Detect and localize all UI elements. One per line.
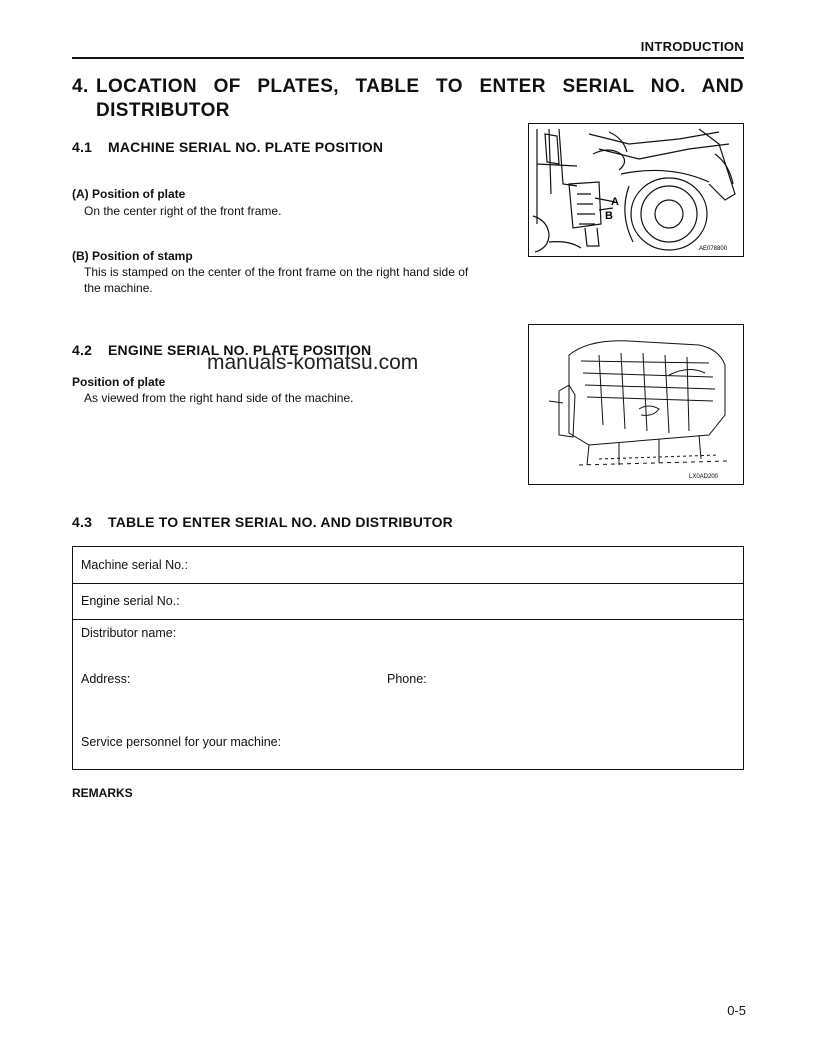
section-title-line-2: DISTRIBUTOR (96, 100, 230, 121)
wheel-loader-illustration (529, 124, 743, 256)
figure-code: AE078800 (699, 246, 728, 252)
distributor-name-label: Distributor name: (81, 626, 177, 640)
phone-label: Phone: (387, 672, 427, 686)
figure-code: LX0AD200 (689, 474, 719, 480)
engine-serial-label: Engine serial No.: (81, 594, 180, 608)
stamp-position-text-2: the machine. (84, 281, 153, 295)
subsection-number: 4.3 (72, 514, 93, 530)
callout-a: A (611, 196, 619, 208)
engine-plate-label: Position of plate (72, 375, 166, 389)
subsection-4-1-heading (72, 139, 383, 155)
machine-serial-row (73, 547, 743, 584)
serial-number-table (72, 546, 744, 770)
address-label: Address: (81, 672, 131, 686)
watermark-text: manuals-komatsu.com (207, 351, 419, 374)
subsection-number: 4.2 (72, 342, 93, 358)
section-title-line-1: LOCATION OF PLATES, TABLE TO ENTER SERIAL NO. AND (96, 76, 744, 97)
header-rule (72, 57, 744, 59)
service-personnel-label: Service personnel for your machine: (81, 735, 282, 749)
engine-serial-row (73, 583, 743, 620)
engine-illustration (529, 325, 743, 484)
stamp-position-text-1: This is stamped on the center of the front frame on the right hand side of (84, 265, 469, 279)
engine-plate-figure (528, 324, 744, 485)
callout-b: B (605, 210, 613, 222)
plate-position-label: (A) Position of plate (72, 187, 186, 201)
section-number: 4. (72, 76, 89, 97)
subsection-title: ENGINE SERIAL NO. PLATE POSITION (108, 342, 372, 358)
subsection-number: 4.1 (72, 139, 93, 155)
machine-serial-label: Machine serial No.: (81, 558, 188, 572)
stamp-position-label: (B) Position of stamp (72, 249, 193, 263)
subsection-title: MACHINE SERIAL NO. PLATE POSITION (108, 139, 384, 155)
subsection-title: TABLE TO ENTER SERIAL NO. AND DISTRIBUTOR (108, 514, 453, 530)
page-number: 0-5 (727, 1003, 746, 1018)
plate-position-text: On the center right of the front frame. (84, 204, 282, 218)
running-header: INTRODUCTION (640, 39, 744, 54)
remarks-heading: REMARKS (72, 786, 133, 800)
machine-plate-figure (528, 123, 744, 257)
subsection-4-3-heading (72, 514, 453, 530)
engine-plate-text: As viewed from the right hand side of the machine. (84, 391, 354, 405)
